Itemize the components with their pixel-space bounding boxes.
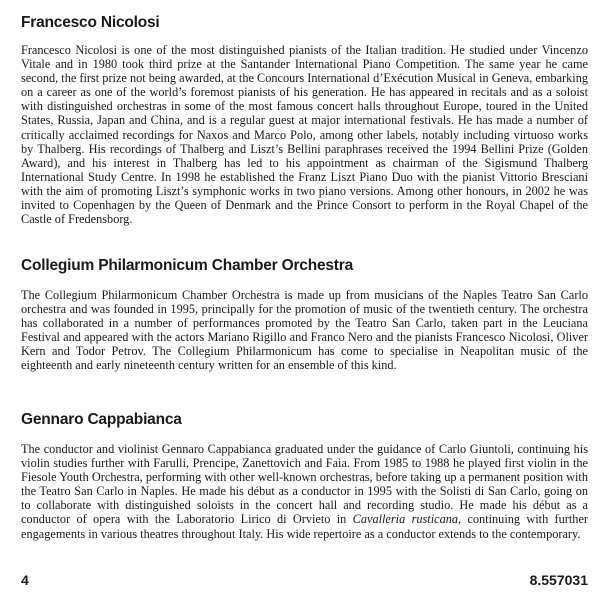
body-text: The conductor and violinist Gennaro Cappabianca graduated under the guidance of Carlo Giuntoli, continuing his violin studies further with Farulli, Prencipe, Zanettovich and Faia. From 1985 to 1988 he played first violin in the Fiesole Youth Orchestra, performing with other well-known orchestras, before taking up a permanent position with the Teatro San Carlo in Naples. He made his début as a conductor in 1995 with the Solisti di San Carlo, going on to collaborate with distinguished soloists in the concert hall and recording studio. He made his début as a conductor of opera with the Laboratorio Lirico di Orvieto in — [21, 442, 588, 527]
section-body-francesco-nicolosi: Francesco Nicolosi is one of the most distinguished pianists of the Italian tradition. He studied under Vincenzo Vitale and in 1980 took third prize at the Santander International Piano Competition. The same year he came second, the first prize not being awarded, at the Concours International d’Exécution Musical in Geneva, embarking on a career as one of the world’s foremost pianists of his generation. He has appeared in recitals and as a soloist with distinguished orchestras in some of the most famous concert halls throughout Europe, toured in the United States, Russia, Japan and China, and is a regular guest at major international festivals. He has made a number of critically acclaimed recordings for Naxos and Marco Polo, among other labels, notably including virtuoso works by Thalberg. His recordings of Thalberg and Liszt’s Bellini paraphrases received the 1994 Bellini Prize (Golden Award), and his interest in Thalberg has led to his appointment as chairman of the Sigismund Thalberg International Study Centre. In 1998 he established the Franz Liszt Piano Duo with the pianist Vittorio Bresciani with the aim of promoting Liszt’s symphonic works in two piano versions. Among other honours, in 2002 he was invited to Copenhagen by the Queen of Denmark and the Prince Consort to perform in the Royal Chapel of the Castle of Fredensborg. — [21, 43, 588, 227]
section-heading-gennaro-cappabianca: Gennaro Cappabianca — [21, 411, 182, 428]
section-heading-collegium-philarmonicum: Collegium Philarmonicum Chamber Orchestra — [21, 257, 354, 274]
page-number: 4 — [21, 572, 29, 588]
section-body-collegium-philarmonicum: The Collegium Philarmonicum Chamber Orchestra is made up from musicians of the Naples Teatro San Carlo orchestra and was founded in 1995, principally for the promotion of music of the twentieth century. The orchestra has collaborated in a number of performances promoted by the Teatro San Carlo, taken part in the Leuciana Festival and appeared with the actors Mariano Rigillo and Franco Nero and the pianists Francesco Nicolosi, Oliver Kern and Todor Petrov. The Collegium Philarmonicum has come to specialise in Neapolitan music of the eighteenth and early nineteenth century written for an ensemble of this kind. — [21, 288, 588, 373]
opera-title: Cavalleria rusticana — [352, 512, 459, 527]
section-heading-francesco-nicolosi: Francesco Nicolosi — [21, 14, 160, 31]
section-body-gennaro-cappabianca — [21, 442, 588, 541]
body-text: , continuing with further engagements in various theatres throughout Italy. His wide repertoire as a conductor extends to the contemporary. — [21, 512, 588, 541]
catalogue-number: 8.557031 — [529, 572, 588, 588]
